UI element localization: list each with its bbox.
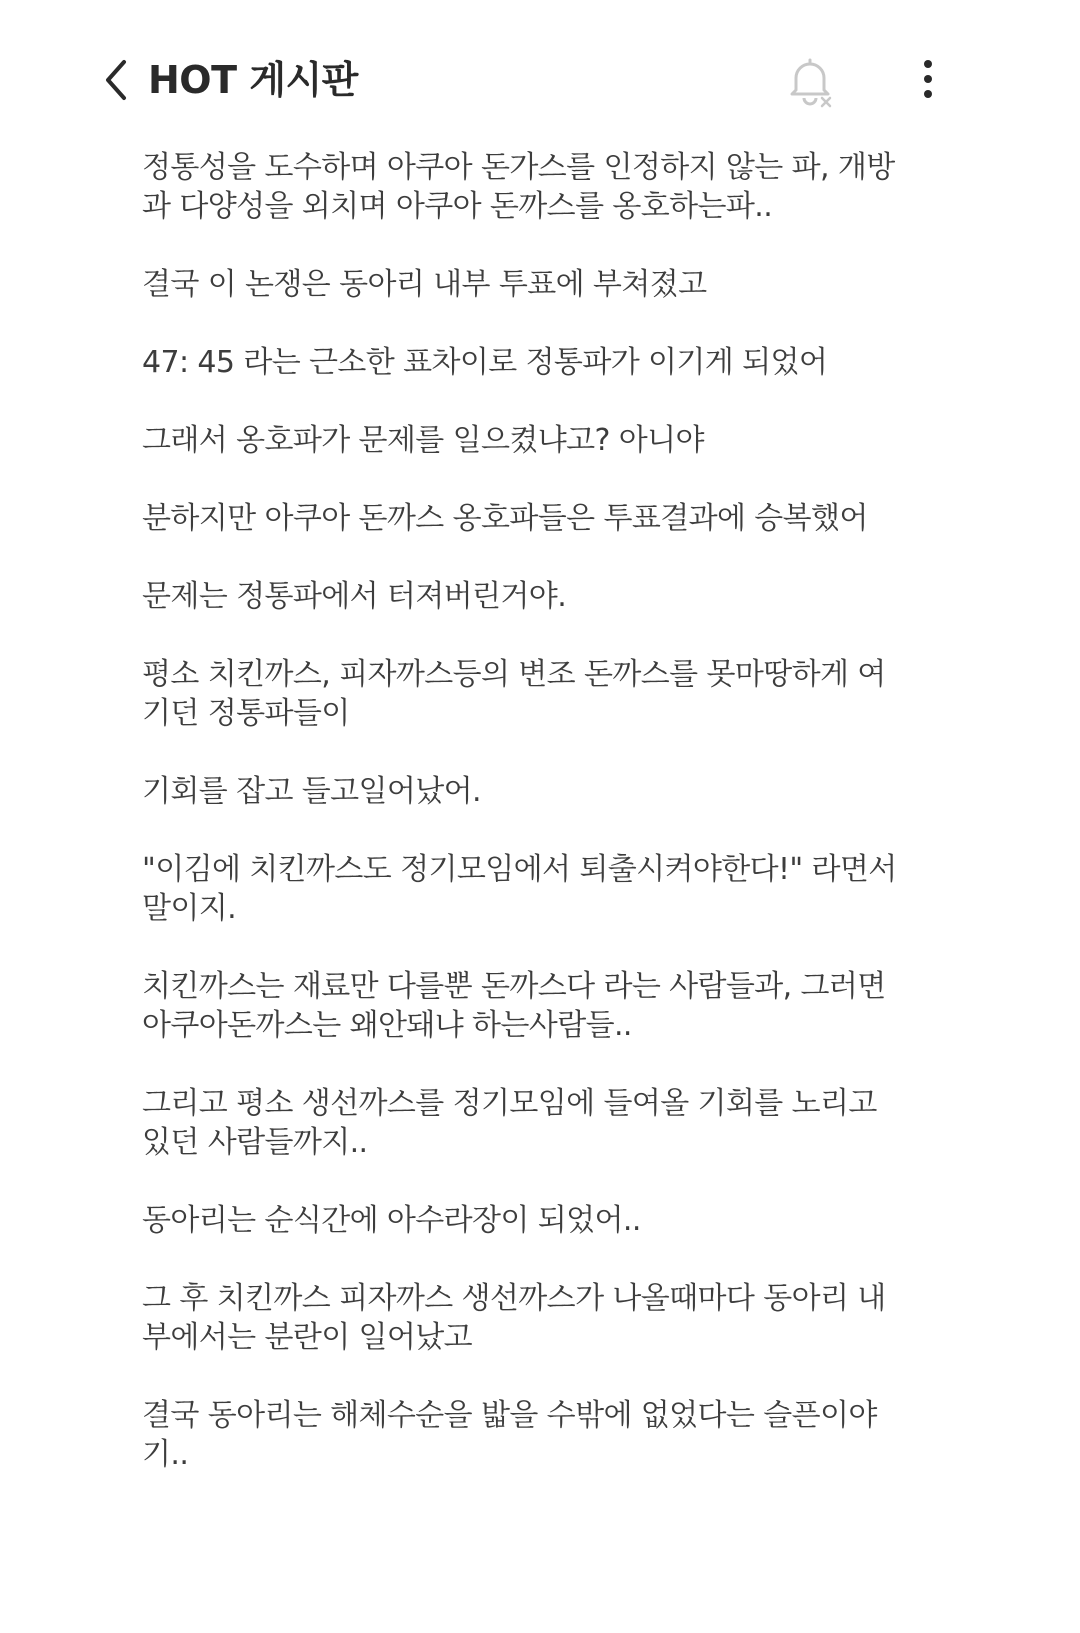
top-app-bar — [0, 40, 1080, 120]
post-paragraph: "이김에 치킨까스도 정기모임에서 퇴출시켜야한다!" 라면서 말이지. — [142, 852, 897, 926]
post-paragraph: 그래서 옹호파가 문제를 일으켰냐고? 아니야 — [142, 423, 704, 458]
page-title: HOT 게시판 — [148, 58, 358, 102]
post-paragraph: 평소 치킨까스, 피자까스등의 변조 돈까스를 못마땅하게 여 기던 정통파들이 — [142, 657, 886, 731]
more-vertical-icon — [918, 58, 938, 102]
post-paragraph: 치킨까스는 재료만 다를뿐 돈까스다 라는 사람들과, 그러면 아쿠아돈까스는 왜안돼냐 하는사람들.. — [142, 969, 886, 1043]
notification-bell-button[interactable] — [786, 56, 834, 108]
more-options-button[interactable] — [918, 58, 938, 102]
chevron-left-icon — [100, 56, 132, 104]
post-body — [142, 148, 942, 1513]
post-paragraph: 결국 동아리는 해체수순을 밟을 수밖에 없었다는 슬픈이야 기.. — [142, 1398, 877, 1472]
post-paragraph: 그 후 치킨까스 피자까스 생선까스가 나올때마다 동아리 내 부에서는 분란이 일어났고 — [142, 1281, 886, 1355]
post-paragraph: 동아리는 순식간에 아수라장이 되었어.. — [142, 1203, 641, 1238]
post-paragraph: 47: 45 라는 근소한 표차이로 정통파가 이기게 되었어 — [142, 345, 828, 380]
post-paragraph: 그리고 평소 생선까스를 정기모임에 들여올 기회를 노리고 있던 사람들까지.. — [142, 1086, 877, 1160]
post-paragraph: 정통성을 도수하며 아쿠아 돈가스를 인정하지 않는 파, 개방 과 다양성을 외치며 아쿠아 돈까스를 옹호하는파.. — [142, 150, 895, 224]
post-paragraph: 문제는 정통파에서 터져버린거야. — [142, 579, 567, 614]
post-paragraph: 기회를 잡고 들고일어났어. — [142, 774, 481, 809]
back-button[interactable] — [100, 56, 132, 104]
post-paragraph: 분하지만 아쿠아 돈까스 옹호파들은 투표결과에 승복했어 — [142, 501, 868, 536]
post-paragraph: 결국 이 논쟁은 동아리 내부 투표에 부쳐졌고 — [142, 267, 707, 302]
bell-off-icon — [786, 56, 834, 108]
